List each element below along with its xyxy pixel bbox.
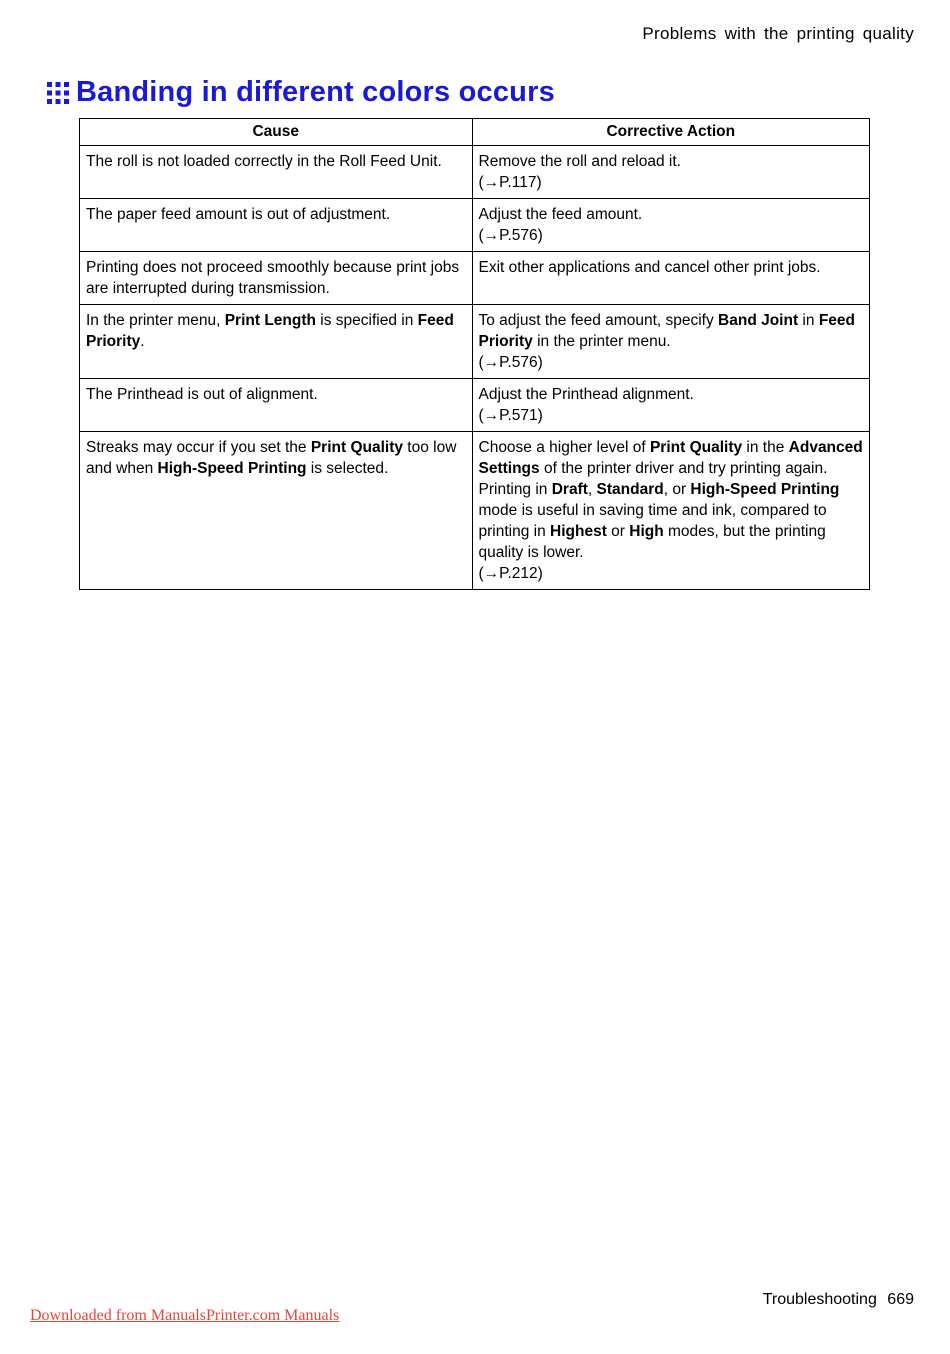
corrective-action-cell	[472, 305, 870, 379]
cause-cell	[80, 252, 473, 305]
corrective-action-cell	[472, 252, 870, 305]
bold-term: Print Length	[224, 312, 316, 329]
text-segment: of the printer driver and try printing again.	[539, 460, 828, 477]
bold-term: High	[629, 523, 664, 540]
cause-cell	[80, 379, 473, 432]
text-segment: .	[140, 333, 145, 350]
table-row	[80, 252, 870, 305]
text-segment: (→P.576)	[478, 354, 543, 371]
action-line	[479, 479, 864, 563]
text-segment: The Printhead is out of alignment.	[86, 386, 318, 403]
troubleshooting-table	[79, 118, 870, 590]
table-header-row	[80, 119, 870, 146]
action-line	[479, 563, 864, 584]
cause-cell	[80, 305, 473, 379]
bold-term: Standard	[596, 481, 664, 498]
cause-cell	[80, 199, 473, 252]
running-header: Problems with the printing quality	[642, 24, 914, 43]
bold-term: High-Speed Printing	[690, 481, 840, 498]
action-line	[479, 225, 864, 246]
action-line	[479, 204, 864, 225]
text-segment: or	[606, 523, 630, 540]
column-header-cause: Cause	[80, 119, 473, 146]
action-line	[479, 405, 864, 426]
table-row	[80, 305, 870, 379]
text-segment: in the printer menu.	[532, 333, 671, 350]
action-line	[479, 310, 864, 352]
action-line	[479, 257, 864, 278]
bold-term: Feed Priority	[86, 312, 459, 350]
bold-term: High-Speed Printing	[157, 460, 307, 477]
page-footer	[763, 1291, 914, 1309]
text-segment: ,	[587, 481, 597, 498]
text-segment: too low and when	[86, 439, 461, 477]
action-line	[479, 352, 864, 373]
text-segment: is specified in	[316, 312, 418, 329]
text-segment: is selected.	[306, 460, 389, 477]
text-segment: in the	[742, 439, 789, 456]
cause-cell	[80, 146, 473, 199]
cause-cell	[80, 432, 473, 590]
text-segment: (→P.571)	[478, 407, 543, 424]
bold-term: Print Quality	[649, 439, 743, 456]
text-segment: , or	[663, 481, 691, 498]
text-segment: Printing in	[478, 481, 552, 498]
text-segment: Choose a higher level of	[478, 439, 650, 456]
corrective-action-cell	[472, 146, 870, 199]
page-number: 669	[887, 1291, 914, 1308]
bold-term: Advanced Settings	[478, 439, 868, 477]
table-body	[80, 146, 870, 590]
bold-term: Draft	[551, 481, 588, 498]
text-segment: modes, but the printing quality is lower.	[478, 523, 831, 561]
text-segment: The roll is not loaded correctly in the Roll Feed Unit.	[86, 153, 442, 170]
corrective-action-cell	[472, 432, 870, 590]
table-row	[80, 146, 870, 199]
text-segment: (→P.576)	[478, 227, 543, 244]
text-segment: Adjust the feed amount.	[478, 206, 643, 223]
text-segment: mode is useful in saving time and ink, compared to printing in	[478, 481, 844, 540]
text-segment: Adjust the Printhead alignment.	[478, 386, 694, 403]
section-heading	[46, 76, 555, 109]
action-line	[478, 437, 868, 479]
bold-term: Highest	[550, 523, 607, 540]
corrective-action-cell	[472, 379, 870, 432]
table-row	[80, 432, 870, 590]
text-segment: Exit other applications and cancel other print jobs.	[478, 259, 821, 276]
text-segment: Remove the roll and reload it.	[478, 153, 681, 170]
page-title: Banding in different colors occurs	[76, 76, 555, 108]
bold-term: Band Joint	[718, 312, 799, 329]
text-segment: In the printer menu,	[86, 312, 225, 329]
action-line	[479, 384, 864, 405]
action-line	[479, 172, 864, 193]
table-row	[80, 199, 870, 252]
text-segment: (→P.212)	[478, 565, 543, 582]
text-segment: Streaks may occur if you set the	[86, 439, 311, 456]
column-header-corrective-action: Corrective Action	[472, 119, 870, 146]
corrective-action-cell	[472, 199, 870, 252]
download-source-link[interactable]: Downloaded from ManualsPrinter.com Manuals	[30, 1307, 340, 1324]
text-segment: To adjust the feed amount, specify	[478, 312, 719, 329]
bold-term: Print Quality	[310, 439, 403, 456]
text-segment: Printing does not proceed smoothly because print jobs are interrupted during transmission.	[86, 259, 464, 297]
table-row	[80, 379, 870, 432]
bold-term: Feed Priority	[478, 312, 860, 350]
grid-icon	[46, 81, 70, 105]
action-line	[479, 151, 864, 172]
text-segment: in	[798, 312, 819, 329]
footer-section: Troubleshooting	[762, 1291, 877, 1308]
text-segment: (→P.117)	[478, 174, 542, 191]
text-segment: The paper feed amount is out of adjustment.	[86, 206, 391, 223]
